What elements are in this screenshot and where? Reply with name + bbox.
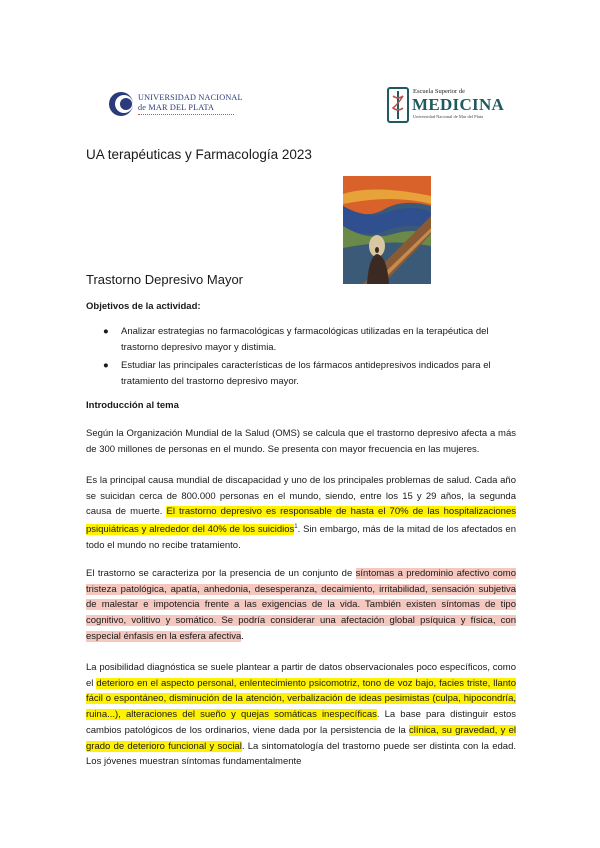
scream-painting-image [343,176,431,284]
logo-divider [138,114,234,117]
medicine-school-logo [386,86,505,126]
bullet-icon: ● [103,360,109,371]
course-title: UA terapéuticas y Farmacología 2023 [86,147,312,162]
medicine-logo-line2: MEDICINA [412,95,505,114]
intro-paragraph-4: La posibilidad diagnóstica se suele plantear a partir de datos observacionales poco específicos, como el deterioro en el aspecto personal, enlentecimiento psicomotriz, tono de voz bajo, facies triste, llanto fácil o espontáneo, disminución de la atención, verbalización de ideas pesimistas (culpa, hipocondría, ruina...), alteraciones del sueño y quejas somáticas inespecíficas. La base para distinguir estos cambios patológicos de los ordinarios, viene dada por la persistencia de la clínica, su gravedad, y el grado de deterioro funcional y social. La sintomatología del trastorno puede ser distinta con la edad. Los jóvenes muestran síntomas fundamentalmente [86,662,516,768]
highlight-yellow: El trastorno depresivo es responsable de hasta el 70% de las hospitalizaciones psiquiátricas y alrededor del 40% de los suicidios [86,506,516,536]
university-name-line2: de MAR DEL PLATA [138,103,215,112]
university-emblem-icon [108,91,134,117]
list-item: ● Estudiar las principales características de los fármacos antidepresivos indicados para el tratamiento del trastorno depresivo mayor. [103,360,491,387]
list-item: ● Analizar estrategias no farmacológicas y farmacológicas utilizadas en la terapéutica del trastorno depresivo mayor y distimia. [103,326,489,353]
university-name-line1: UNIVERSIDAD NACIONAL [138,93,243,102]
medicine-logo-line3: Universidad Nacional de Mar del Plata [413,114,484,119]
intro-paragraph-3: El trastorno se caracteriza por la presencia de un conjunto de síntomas a predominio afectivo como tristeza patológica, apatía, anhedonia, desesperanza, decaimiento, irritabilidad, sensación subjetiva de malestar e impotencia frente a las exigencias de la vida. También existen síntomas de tipo cognitivo, volitivo y somático. Se podría considerar una afectación global psíquica y física, con especial énfasis en la esfera afectiva. [86,568,516,642]
caduceus-icon [386,86,410,124]
topic-title: Trastorno Depresivo Mayor [86,272,244,287]
highlight-yellow: deterioro en el aspecto personal, enlentecimiento psicomotriz, tono de voz bajo, facies triste, llanto fácil o espontáneo, disminución de la atención, verbalización de ideas pesimistas (culpa, hipocondría, ruina...), alteraciones del sueño y quejas somáticas inespecíficas [86,677,516,721]
footnote-ref[interactable]: 1 [294,524,298,531]
university-logo [108,88,243,124]
bullet-icon: ● [103,326,109,337]
highlight-pink: síntomas a predominio afectivo como tristeza patológica, apatía, anhedonia, desesperanza, decaimiento, irritabilidad, sensación subjetiva de malestar e impotencia frente a las exigencias de la vida. También existen síntomas de tipo cognitivo, volitivo y somático. Se podría considerar una afectación global psíquica y física, con especial énfasis en la esfera afectiva [86,568,516,642]
objectives-list [103,324,518,392]
highlight-yellow: clínica, su gravedad, y el grado de deterioro funcional y social [86,724,516,752]
objectives-heading: Objetivos de la actividad: [86,301,201,312]
intro-paragraph-2: Es la principal causa mundial de discapacidad y uno de los principales problemas de salud. Cada año se suicidan cerca de 800.000 personas en el mundo, siendo, entre los 15 y 29 años, la segunda causa de muerte. El trastorno depresivo es responsable de hasta el 70% de las hospitalizaciones psiquiátricas y alrededor del 40% de los suicidios$^1$. Sin embargo, más de la mitad de los afectados en todo el mundo no recibe tratamiento. [86,475,516,551]
intro-paragraph-1: Según la Organización Mundial de la Salud (OMS) se calcula que el trastorno depresivo afecta a más de 300 millones de personas en el mundo. Se presenta con mayor frecuencia en las mujeres. [86,428,516,455]
intro-heading: Introducción al tema [86,400,179,411]
medicine-logo-line1: Escuela Superior de [413,88,465,95]
